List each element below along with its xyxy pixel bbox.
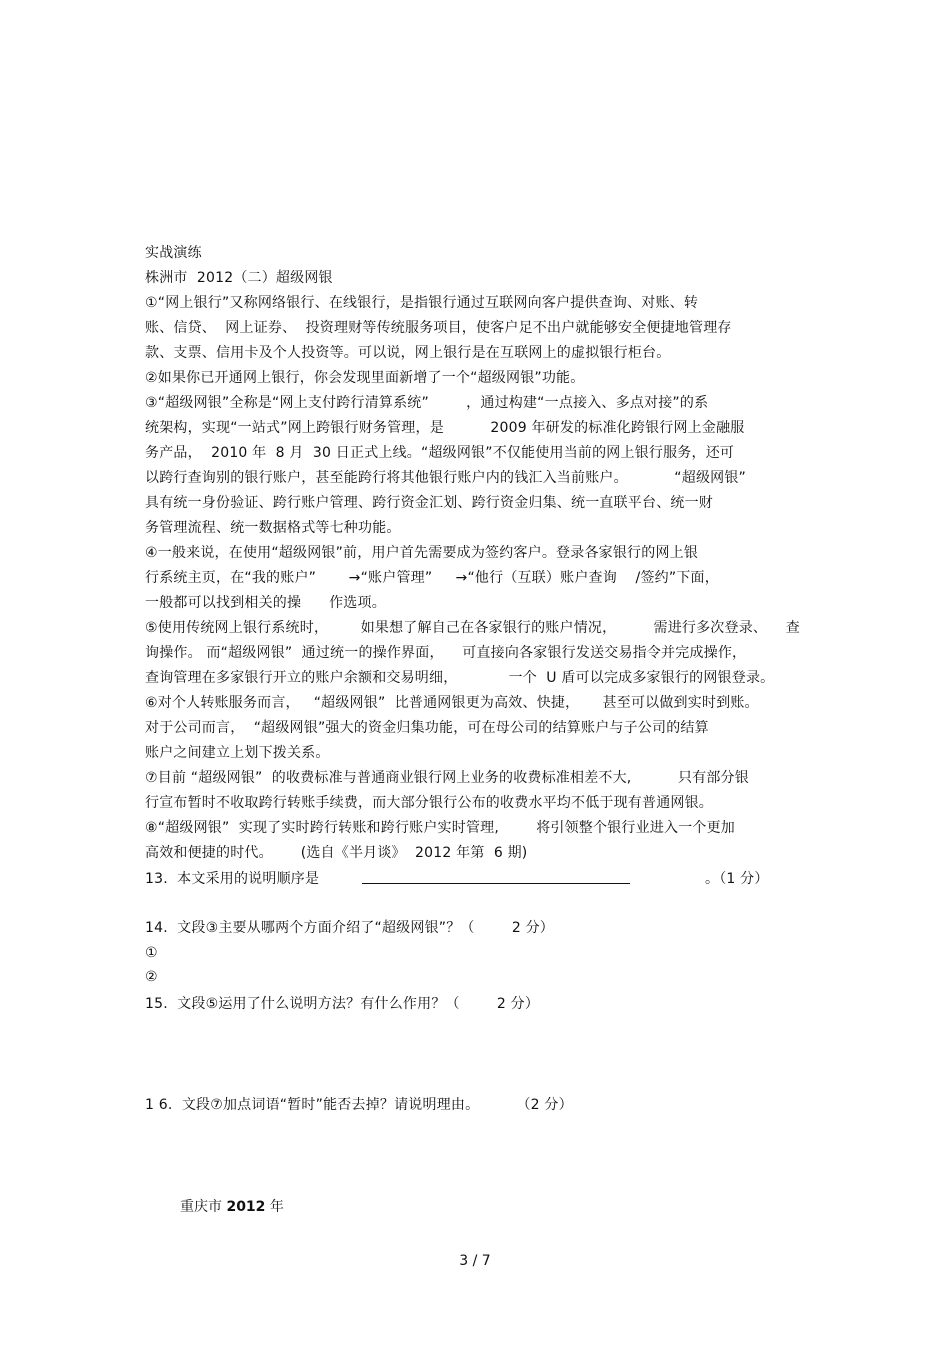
passage-line: ⑧“超级网银” 实现了实时跨行转账和跨行账户实时管理, 将引领整个银行业进入一个更加 (145, 820, 736, 836)
passage-line: ④一般来说，在使用“超级网银”前，用户首先需要成为签约客户。登录各家银行的网上银 (145, 545, 699, 561)
passage-line: 一般都可以找到相关的操 作选项。 (145, 595, 386, 611)
question-14: 14. 文段③主要从哪两个方面介绍了“超级网银”？（ 2 分） (145, 920, 554, 936)
passage-line: ⑦目前 “超级网银” 的收费标准与普通商业银行网上业务的收费标准相差不大, 只有部分银 (145, 770, 749, 786)
passage-line: 统架构，实现“一站式”网上跨银行财务管理，是 2009 年研发的标准化跨银行网上金融服 (145, 420, 745, 436)
question-13-score: 。（1 分） (705, 871, 769, 887)
passage-line: ①“网上银行”又称网络银行、在线银行，是指银行通过互联网向客户提供查询、对账、转 (145, 295, 699, 311)
passage-line: 以跨行查询别的银行账户，甚至能跨行将其他银行账户内的钱汇入当前账户。 “超级网银” (145, 470, 747, 486)
passage-line: 对于公司而言， “超级网银”强大的资金归集功能，可在母公司的结算账户与子公司的结算 (145, 720, 709, 736)
question-16: 1 6. 文段⑦加点词语“暂时”能否去掉？请说明理由。 （2 分） (145, 1097, 573, 1113)
city-suffix: 年 (265, 1199, 284, 1215)
passage-line: 高效和便捷的时代。 (选自《半月谈》 2012 年第 6 期) (145, 845, 528, 861)
page-number: 3 / 7 (459, 1253, 491, 1269)
passage-line: 行系统主页，在“我的账户” →“账户管理” →“他行（互联）账户查询 /签约”下面， (145, 570, 719, 586)
passage-line: 账户之间建立上划下拨关系。 (145, 745, 330, 761)
source-line: 株洲市 2012（二）超级网银 (145, 270, 333, 286)
passage-line: 查询管理在多家银行开立的账户余额和交易明细， 一个 U 盾可以完成多家银行的网银登录。 (145, 670, 775, 686)
passage-line: ⑤使用传统网上银行系统时， 如果想了解自己在各家银行的账户情况， 需进行多次登录、 查 (145, 620, 800, 636)
passage-line: 务产品， 2010 年 8 月 30 日正式上线。“超级网银”不仅能使用当前的网上银行服务，还可 (145, 445, 735, 461)
passage-line: 行宣布暂时不收取跨行转账手续费，而大部分银行公布的收费水平均不低于现有普通网银。 (145, 795, 713, 811)
answer-marker-2: ② (145, 969, 158, 985)
city-year: 2012 (226, 1199, 266, 1215)
passage-line: 询操作。 而“超级网银” 通过统一的操作界面， 可直接向各家银行发送交易指令并完成操作， (145, 645, 747, 661)
city-name: 重庆市 (180, 1199, 227, 1215)
passage-line: 款、支票、信用卡及个人投资等。可以说，网上银行是在互联网上的虚拟银行柜台。 (145, 345, 671, 361)
answer-blank-13 (362, 883, 630, 884)
passage-line: 务管理流程、统一数据格式等七种功能。 (145, 520, 401, 536)
question-13: 13. 本文采用的说明顺序是 (145, 871, 320, 887)
passage-line: ②如果你已开通网上银行，你会发现里面新增了一个“超级网银”功能。 (145, 370, 585, 386)
passage-line: 具有统一身份验证、跨行账户管理、跨行资金汇划、跨行资金归集、统一直联平台、统一财 (145, 495, 713, 511)
passage-line: ⑥对个人转账服务而言， “超级网银” 比普通网银更为高效、快捷， 甚至可以做到实时到账。 (145, 695, 759, 711)
passage-line: ③“超级网银”全称是“网上支付跨行清算系统” ，通过构建“一点接入、多点对接”的系 (145, 395, 709, 411)
next-section-label (180, 1197, 284, 1217)
question-15: 15. 文段⑤运用了什么说明方法？有什么作用？（ 2 分） (145, 996, 540, 1012)
answer-marker-1: ① (145, 945, 158, 961)
section-heading: 实战演练 (145, 245, 202, 261)
passage-line: 账、信贷、 网上证券、 投资理财等传统服务项目，使客户足不出户就能够安全便捷地管理存 (145, 320, 732, 336)
